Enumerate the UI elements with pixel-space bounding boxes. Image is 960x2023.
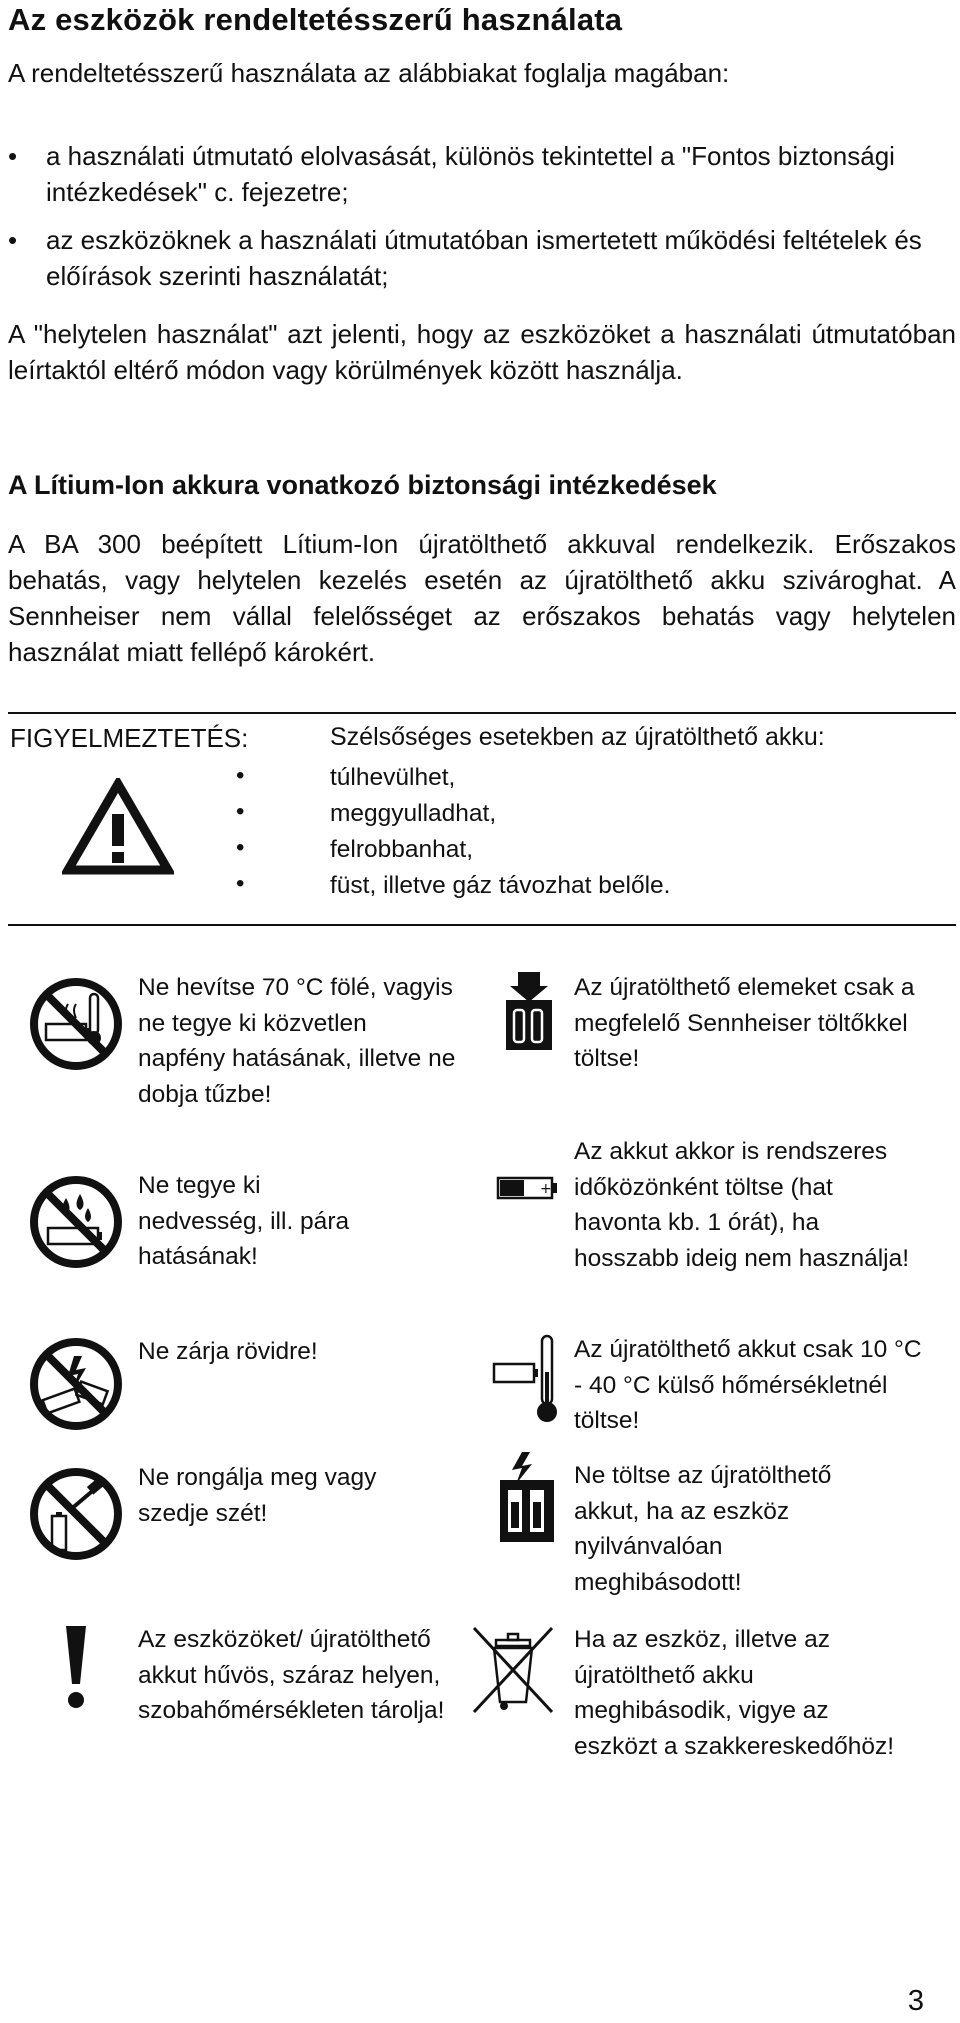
warning-triangle-icon (62, 778, 174, 878)
instruction-text: Az akkut akkor is rendszeres időközönként töltse (hat havonta kb. 1 órát), ha hosszabb ideig nem használja! (574, 1138, 910, 1272)
page-title: Az eszközök rendeltetésszerű használata (8, 2, 623, 37)
battery-heading: A Lítium-Ion akkura vonatkozó biztonsági intézkedések (8, 470, 717, 500)
battery-thermometer-icon (492, 1332, 562, 1428)
warning-lead: Szélsőséges esetekben az újratölthető akku: (330, 723, 825, 751)
instruction-text: Ne töltse az újratölthető akkut, ha az eszköz nyilvánvalóan meghibásodott! (574, 1462, 832, 1596)
crossed-bin-icon (470, 1622, 556, 1718)
bullet-dot: • (8, 225, 18, 255)
no-short-circuit-icon (28, 1336, 124, 1432)
instruction-text: Ha az eszköz, illetve az újratölthető akku meghibásodik, vigye az eszközt a szakkereskedőhöz! (574, 1626, 895, 1760)
charger-defect-icon (498, 1450, 556, 1544)
charger-icon (504, 970, 554, 1052)
no-disassemble-icon (28, 1466, 124, 1562)
page-number: 3 (907, 1985, 924, 2017)
svg-text:+: + (540, 1181, 552, 1197)
warning-bullet: • (236, 834, 245, 861)
intro-bullet (8, 138, 946, 210)
instruction-text: Ne zárja rövidre! (138, 1338, 318, 1365)
exclamation-icon (58, 1622, 94, 1712)
instruction-text: Ne tegye ki nedvesség, ill. pára hatásának! (138, 1172, 350, 1270)
warning-item: meggyulladhat, (330, 800, 497, 827)
no-heat-battery-icon (28, 976, 124, 1072)
warning-item: felrobbanhat, (330, 836, 474, 863)
instruction-text: Az eszközöket/ újratölthető akkut hűvös, száraz helyen, szobahőmérsékleten tárolja! (138, 1626, 445, 1724)
warning-item: füst, illetve gáz távozhat belőle. (330, 872, 671, 899)
intro-bullet-text: az eszközöknek a használati útmutatóban ismertetett működési feltételek és előírások szerinti használatát; (46, 225, 922, 291)
warning-item: túlhevülhet, (330, 764, 456, 791)
misuse-paragraph: A "helytelen használat" azt jelenti, hogy az eszközöket a használati útmutatóban leírtaktól eltérő módon vagy körülmények között használja. (8, 319, 956, 385)
warning-bullet: • (236, 798, 245, 825)
instruction-text: Az újratölthető akkut csak 10 °C - 40 °C külső hőmérsékletnél töltse! (574, 1336, 922, 1434)
warning-bullet: • (236, 870, 245, 897)
instruction-text: Az újratölthető elemeket csak a megfelelő Sennheiser töltőkkel töltse! (574, 974, 915, 1072)
instruction-text: Ne hevítse 70 °C fölé, vagyis ne tegye ki közvetlen napfény hatásának, illetve ne dobja tűzbe! (138, 974, 456, 1108)
warning-bullet: • (236, 762, 245, 789)
instruction-text: Ne rongálja meg vagy szedje szét! (138, 1464, 377, 1527)
battery-charge-icon (496, 1176, 560, 1200)
battery-paragraph: A BA 300 beépített Lítium-Ion újratölthető akkuval rendelkezik. Erőszakos behatás, vagy helytelen kezelés esetén az újratölthető akku szivároghat. A Sennheiser nem vállal felelősséget az erőszakos behatás vagy helytelen használat miatt fellépő károkért. (8, 529, 956, 667)
intro-bullet-text: a használati útmutató elolvasását, különös tekintettel a "Fontos biztonsági intézkedések" c. fejezetre; (46, 141, 895, 207)
warning-label: FIGYELMEZTETÉS: (10, 723, 249, 753)
intro-bullet (8, 222, 946, 294)
warning-bullets (236, 758, 244, 902)
bullet-dot: • (8, 141, 18, 171)
divider (8, 924, 956, 926)
warning-list (330, 760, 670, 904)
divider (8, 712, 956, 714)
intro-lead: A rendeltetésszerű használata az alábbiakat foglalja magában: (8, 58, 730, 88)
no-moisture-battery-icon (28, 1174, 124, 1270)
